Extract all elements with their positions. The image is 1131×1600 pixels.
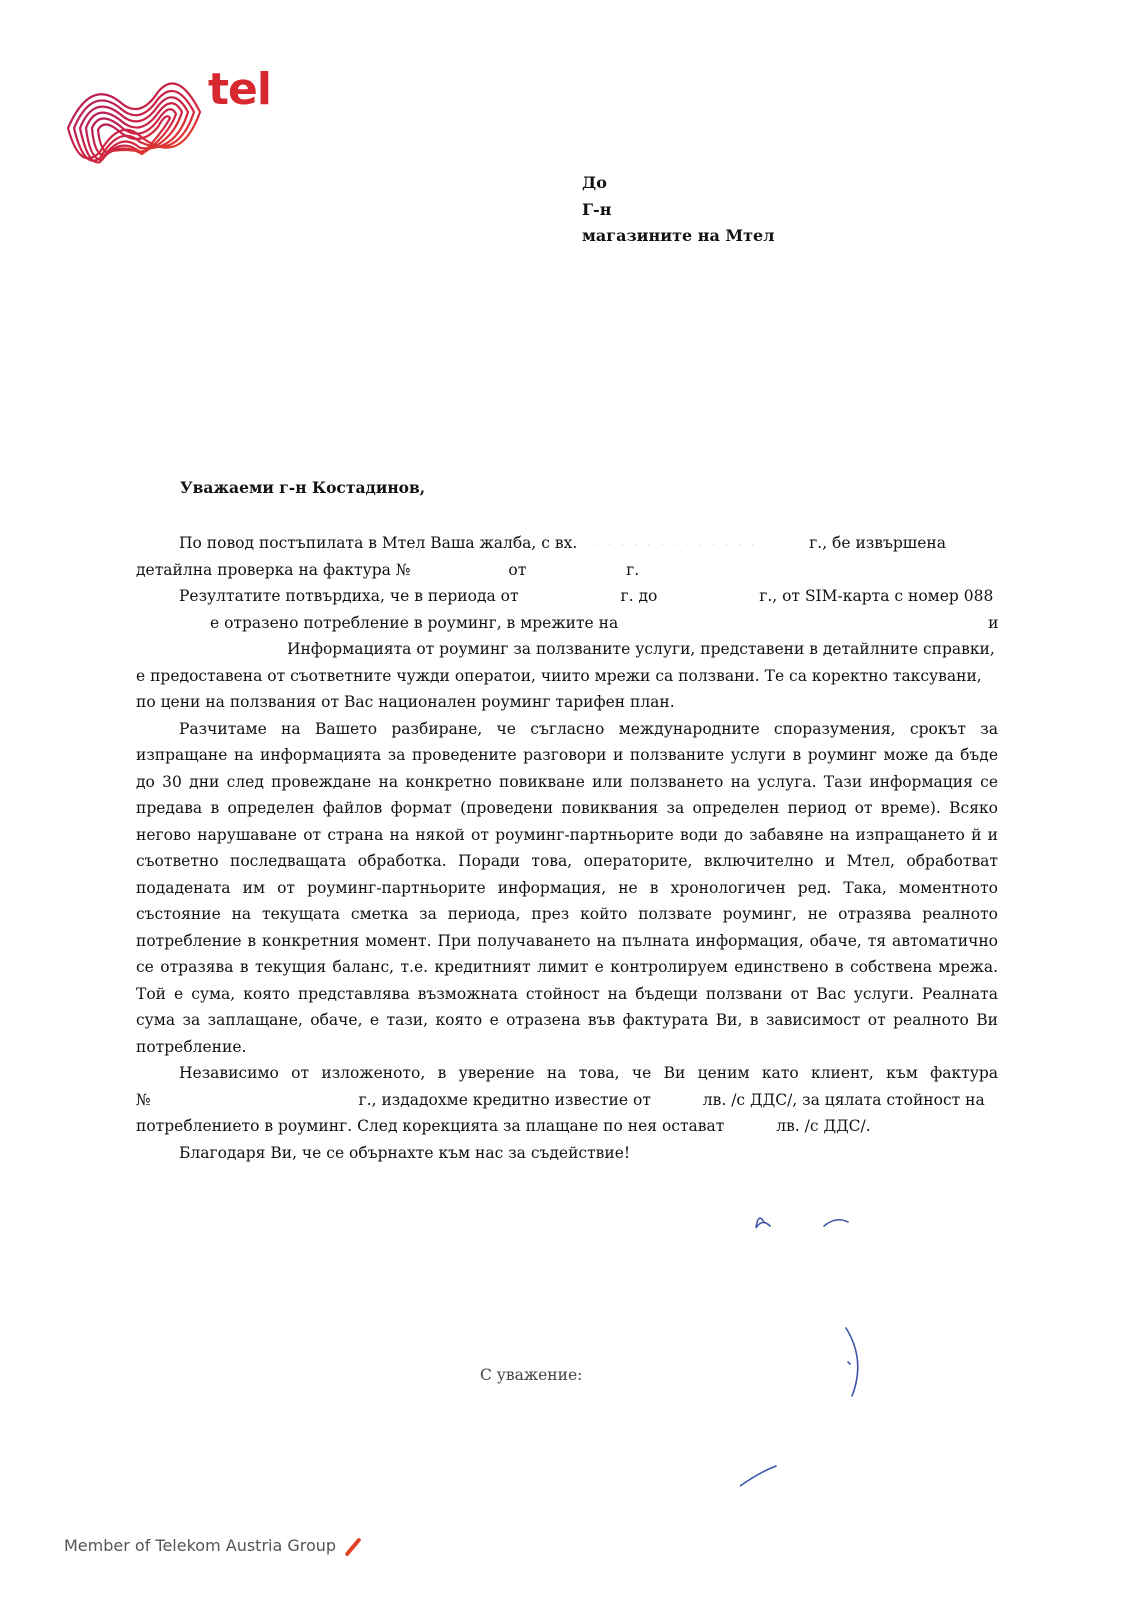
body-line [136, 610, 998, 637]
addressee-line: магазините на Мтел [582, 226, 775, 245]
signature-icon [740, 1210, 890, 1490]
letter-body [136, 530, 998, 1166]
text-run: от [508, 560, 527, 579]
mtel-logo [60, 64, 285, 168]
text-run: детайлна проверка на фактура № [136, 560, 411, 579]
text-run: По повод постъпилата в Мтел Ваша жалба, с вх. [179, 534, 578, 552]
text-run: г., издадохме кредитно известие от [358, 1090, 651, 1109]
closing-text: С уважение: [480, 1366, 583, 1384]
addressee-block [582, 170, 775, 250]
body-line [136, 583, 998, 610]
addressee-line: Г-н [582, 199, 612, 219]
body-line [136, 689, 998, 716]
body-line [136, 557, 998, 584]
text-run: № [136, 1090, 151, 1109]
footer [64, 1536, 364, 1555]
salutation: Уважаеми г-н Костадинов, [180, 478, 426, 497]
text-run: лв. /с ДДС/, за цялата стойност на [702, 1090, 985, 1109]
text-run: е предоставена от съответните чужди оператои, чиито мрежи са ползвани. Те са коректно таксувани, [136, 666, 982, 685]
text-run: Информацията от роуминг за ползваните услуги, представени в детайлните справки, [287, 640, 995, 658]
text-run: г., бе извършена [809, 534, 946, 552]
addressee-line: До [582, 173, 607, 192]
text-run: и [988, 613, 999, 632]
text-run: г., от SIM-карта с номер 088 [759, 587, 994, 605]
text-run: г. [626, 560, 640, 579]
footer-text: Member of Telekom Austria Group [64, 1536, 337, 1555]
body-line [136, 636, 998, 663]
text-run: потреблението в роуминг. След корекцията за плащане по нея остават [136, 1117, 725, 1135]
body-paragraph: Независимо от изложеното, в уверение на това, че Ви ценим като клиент, към фактура [179, 1064, 998, 1082]
text-run: г. до [620, 587, 658, 605]
body-line [136, 1113, 998, 1140]
logo-text: tel [208, 64, 271, 115]
body-line [136, 1087, 998, 1114]
text-run: по цени на ползвания от Вас национален роуминг тарифен план. [136, 693, 675, 711]
text-run: е отразено потребление в роуминг, в мрежите на [210, 613, 619, 632]
body-paragraph: Разчитаме на Вашето разбиране, че съгласно международните споразумения, срокът за изпращане на информацията за проведените разговори и ползваните услуги в роуминг може да бъде до 30 дни след провеждане на конкретно повикване или ползването на услуга. Тази информация се предава в определен файлов формат (проведени повиквания за определен период от време). Всяко негово нарушаване от страна на някой от роуминг-партньорите води до забавяне на изпращането й и съответно последващата обработка. Поради това, операторите, включително и Мтел, обработват подадената им от роуминг-партньорите информация, не в хронологичен ред. Така, моментното състояние на текущата сметка за периода, през който ползвате роуминг, не отразява реалното потребление в конкретния момент. При получаването на пълната информация, обаче, тя автоматично се отразява в текущия баланс, т.е. кредитният лимит е контролируем единствено в собствена мрежа. Той е сума, която представлява възможната стойност на бъдещи ползвани от Вас услуги. Реалната сума за заплащане, обаче, е тази, която е отразена във фактурата Ви, в зависимост от реалното Ви потребление. [136, 719, 998, 1056]
redacted-field: · · · · · · · · · · · · · · [582, 538, 758, 551]
body-line [136, 530, 998, 557]
body-line [136, 663, 998, 690]
body-line [136, 1140, 998, 1167]
telekom-slash-icon [344, 1537, 361, 1556]
mtel-logo-mark-icon [60, 72, 210, 168]
text-run: лв. /с ДДС/. [776, 1117, 871, 1135]
text-run: Благодаря Ви, че се обърнахте към нас за съдействие! [179, 1143, 631, 1162]
text-run: Резултатите потвърдиха, че в периода от [179, 587, 519, 605]
